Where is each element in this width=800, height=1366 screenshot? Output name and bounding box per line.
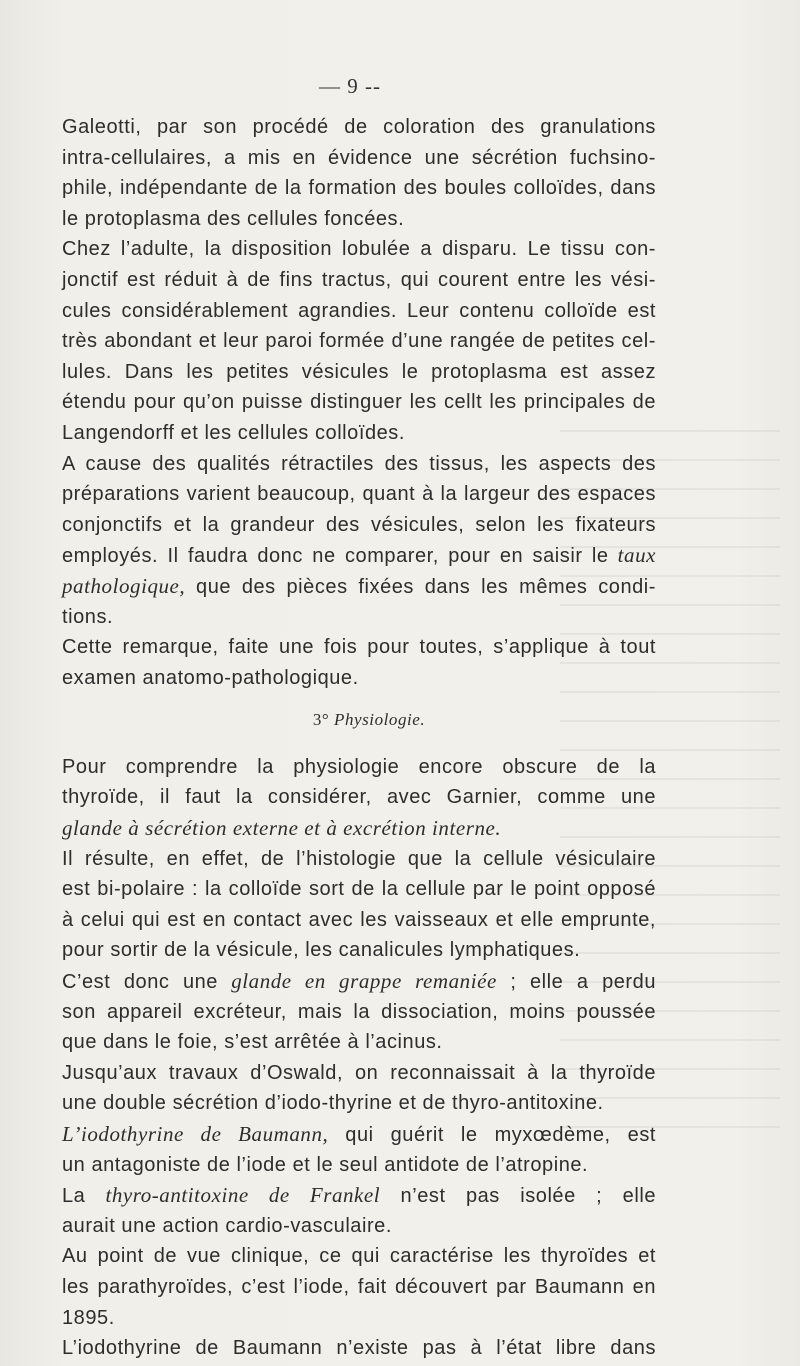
text-line [62,1303,656,1334]
text-run: Galeotti, par son procédé de coloration des granulations [62,116,656,138]
text-line [62,1180,656,1211]
text-line [62,844,656,875]
text-line [62,1333,656,1364]
section-name: Physiologie. [334,710,426,730]
text-run: une double sécrétion d’iodo-thyrine et de thyro-antitoxine. [62,1092,604,1115]
text-run: cules considérablement agrandies. Leur contenu colloïde est [62,299,656,322]
text-line [62,204,656,235]
text-line [62,782,656,813]
text-run: pour sortir de la vésicule, les canalicules lymphatiques. [62,939,581,962]
italic-phrase: thyro-antitoxine de Frankel [85,1183,381,1208]
text-line [62,935,656,966]
italic-phrase: glande en grappe remaniée [217,969,497,994]
text-run: jonctif est réduit à de fins tractus, qui courent entre les vési- [62,268,656,291]
page-number: — 9 -- [319,74,381,98]
text-run: phile, indépendante de la formation des boules colloïdes, dans [62,177,656,200]
italic-phrase: taux [608,543,656,568]
text-line [62,966,656,997]
text-line [62,387,656,418]
text-run: un antagoniste de l’iode et le seul antidote de l’atropine. [62,1153,589,1176]
text-line [62,112,656,143]
text-run: Au point de vue clinique, ce qui caractérise les thyroïdes et [62,1245,656,1268]
text-run: thyroïde, il faut la considérer, avec Garnier, comme une [62,786,656,809]
text-line [62,449,656,480]
text-run: employés. Il faudra donc ne comparer, pour en saisir le [62,545,609,568]
italic-phrase: L’iodothyrine de Baumann, [62,1122,329,1146]
text-run: A cause des qualités rétractiles des tissus, les aspects des [62,452,656,475]
text-run: qui guérit le myxœdème, est [328,1124,656,1146]
text-line [62,234,656,265]
text-run: le protoplasma des cellules foncées. [62,207,405,230]
text-line [62,1241,656,1272]
text-line [62,1119,656,1150]
text-run: son appareil excréteur, mais la dissociation, moins poussée [62,1000,656,1023]
text-line [62,296,656,327]
text-run: lules. Dans les petites vésicules le protoplasma est assez [62,360,656,383]
text-run: Langendorff et les cellules colloïdes. [62,421,405,444]
italic-phrase: glande à sécrétion externe et à excrétion interne. [62,816,502,841]
text-line [62,632,656,663]
text-run: Chez l’adulte, la disposition lobulée a disparu. Le tissu con- [62,238,656,261]
text-run: Jusqu’aux travaux d’Oswald, on reconnaissait à la thyroïde [62,1061,656,1084]
text-line [62,997,656,1028]
text-run: à celui qui est en contact avec les vaisseaux et elle emprunte, [62,908,656,931]
text-run: n’est pas isolée ; elle [380,1185,656,1208]
text-line [62,752,656,783]
text-line [62,905,656,936]
text-run: préparations varient beaucoup, quant à la largeur des espaces [62,483,656,506]
text-run: ; elle a perdu [496,971,656,994]
text-line [62,571,656,602]
text-line [62,1027,656,1058]
italic-phrase: pathologique, [62,573,186,598]
text-run: que des pièces fixées dans les mêmes condi- [185,575,656,598]
paragraph-block-histology [62,112,656,693]
text-run: La [62,1185,86,1208]
text-run: intra-cellulaires, a mis en évidence une sécrétion fuchsino- [62,146,656,169]
text-run: C’est donc une [62,971,218,994]
text-run: étendu pour qu’on puisse distinguer les cellt les principales de [62,391,656,414]
text-run: que dans le foie, s’est arrêtée à l’acinus. [62,1031,443,1054]
text-run: conjonctifs et la grandeur des vésicules, selon les fixateurs [62,513,656,536]
text-run: L’iodothyrine de Baumann n’existe pas à l’état libre dans [62,1337,656,1360]
paragraph-block-physiology [62,752,656,1364]
text-line [62,479,656,510]
text-line [62,143,656,174]
text-run: tions. [62,605,114,628]
text-line [62,663,656,694]
section-heading [62,705,656,736]
text-line [62,813,656,844]
text-line [62,357,656,388]
text-run: Pour comprendre la physiologie encore obscure de la [62,755,656,778]
text-run: très abondant et leur paroi formée d’une rangée de petites cel- [62,330,656,353]
text-run: examen anatomo-pathologique. [62,666,359,689]
text-line [62,1058,656,1089]
text-line [62,510,656,541]
page-body [62,112,656,1364]
text-line [62,1088,656,1119]
text-line [62,1211,656,1242]
text-line [62,874,656,905]
text-line [62,265,656,296]
text-line [62,326,656,357]
text-run: aurait une action cardio-vasculaire. [62,1214,392,1237]
text-line [62,1150,656,1181]
text-line [62,173,656,204]
section-number: 3° [312,710,330,730]
text-line [62,1272,656,1303]
text-run: Cette remarque, faite une fois pour toutes, s’applique à tout [62,636,656,659]
text-line [62,602,656,633]
text-run: les parathyroïdes, c’est l’iode, fait découvert par Baumann en [62,1275,656,1298]
text-run: Il résulte, en effet, de l’histologie que la cellule vésiculaire [62,847,656,870]
text-line [62,418,656,449]
text-run: 1895. [62,1306,115,1329]
text-run: est bi-polaire : la colloïde sort de la cellule par le point opposé [62,878,656,901]
text-line [62,540,656,571]
